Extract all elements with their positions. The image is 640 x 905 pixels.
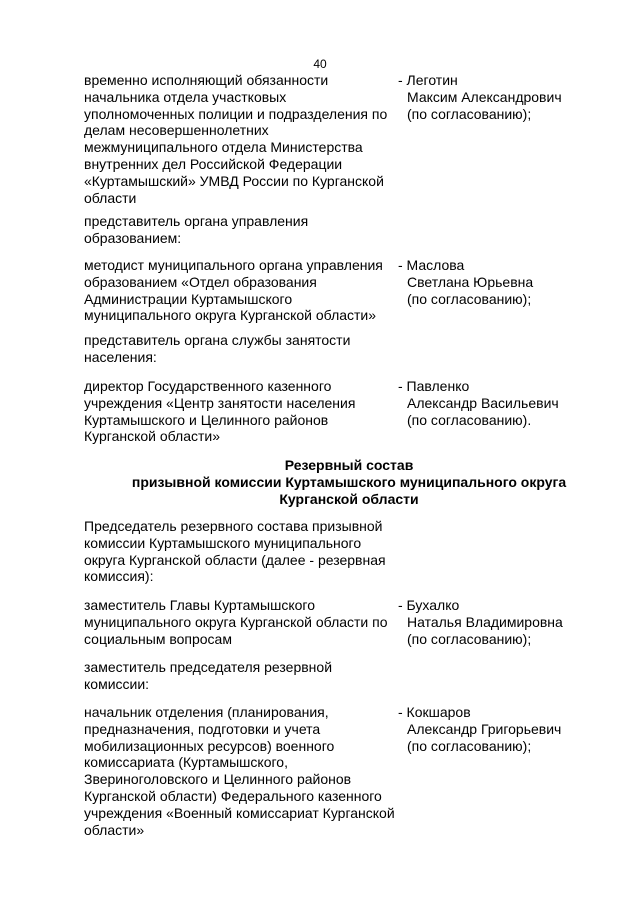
- text-line: комиссариата (Куртамышского,: [84, 754, 288, 771]
- text-line: муниципального округа Курганской области по: [84, 613, 388, 630]
- text-line: комиссия):: [84, 568, 154, 585]
- reserve-description-2: [84, 597, 396, 647]
- text-line: образованием «Отдел образования: [84, 273, 317, 290]
- text-line: комиссии Куртамышского муниципального: [84, 534, 362, 551]
- text-line: Председатель резервного состава призывной: [84, 518, 383, 534]
- text-line: муниципального округа Курганской области»: [84, 307, 377, 324]
- heading-line: Резервный состав: [284, 457, 414, 473]
- text-line: делам несовершеннолетних: [84, 122, 269, 139]
- text-line: заместитель председателя резервной: [84, 659, 333, 675]
- text-line: внутренних дел Российской Федерации: [84, 155, 343, 172]
- page-number: 40: [313, 57, 327, 71]
- text-line: (по согласованию);: [407, 737, 532, 754]
- text-line: начальник отделения (планирования,: [84, 704, 329, 720]
- text-line: методист муниципального органа управления: [84, 257, 383, 273]
- position-description-1: [84, 72, 396, 206]
- text-line: - Павленко: [398, 378, 470, 394]
- text-line: - Леготин: [398, 72, 458, 88]
- position-description-4: [84, 332, 396, 366]
- text-line: образованием:: [84, 229, 182, 246]
- text-line: населения:: [84, 348, 157, 365]
- member-name-3: [398, 257, 598, 307]
- text-line: уполномоченных полиции и подразделения по: [84, 105, 388, 122]
- text-line: - Маслова: [398, 257, 465, 273]
- position-description-3: [84, 257, 396, 324]
- text-line: - Кокшаров: [398, 704, 471, 720]
- text-line: Администрации Куртамышского: [84, 290, 293, 307]
- reserve-member-4: [398, 704, 598, 754]
- text-line: - Бухалко: [398, 597, 460, 613]
- text-line: Александр Васильевич: [407, 394, 559, 411]
- position-description-2: [84, 213, 396, 247]
- position-description-5: [84, 378, 396, 445]
- text-line: представитель органа службы занятости: [84, 332, 351, 348]
- text-line: Наталья Владимировна: [407, 613, 563, 630]
- text-line: Александр Григорьевич: [407, 720, 562, 737]
- text-line: области»: [84, 821, 145, 838]
- text-line: директор Государственного казенного: [84, 378, 332, 394]
- member-name-1: [398, 72, 598, 122]
- reserve-member-2: [398, 597, 598, 647]
- text-line: начальника отдела участковых: [84, 88, 287, 105]
- text-line: Звериноголовского и Целинного районов: [84, 771, 352, 788]
- text-line: межмуниципального отдела Министерства: [84, 139, 363, 156]
- text-line: округа Курганской области (далее - резервная: [84, 551, 386, 568]
- text-line: мобилизационных ресурсов) военного: [84, 737, 335, 754]
- heading-line: призывной комиссии Куртамышского муниципального округа: [131, 474, 567, 490]
- heading-line: Курганской области: [279, 491, 419, 507]
- text-line: Куртамышского и Целинного районов: [84, 411, 329, 428]
- text-line: представитель органа управления: [84, 213, 309, 229]
- section-heading: [84, 457, 614, 508]
- text-line: временно исполняющий обязанности: [84, 72, 329, 88]
- text-line: Светлана Юрьевна: [407, 273, 534, 290]
- text-line: социальным вопросам: [84, 630, 232, 647]
- text-line: «Куртамышский» УМВД России по Курганской: [84, 172, 384, 189]
- text-line: (по согласованию);: [407, 630, 532, 647]
- text-line: учреждения «Центр занятости населения: [84, 394, 356, 411]
- text-line: Курганской области) Федерального казенного: [84, 787, 382, 804]
- text-line: заместитель Главы Куртамышского: [84, 597, 316, 613]
- member-name-5: [398, 378, 598, 428]
- text-line: (по согласованию).: [407, 411, 532, 428]
- reserve-description-4: [84, 704, 396, 838]
- text-line: учреждения «Военный комиссариат Курганской: [84, 804, 395, 821]
- text-line: (по согласованию);: [407, 290, 532, 307]
- text-line: Максим Александрович: [407, 88, 562, 105]
- text-line: области: [84, 189, 137, 206]
- text-line: (по согласованию);: [407, 105, 532, 122]
- text-line: комиссии:: [84, 675, 150, 692]
- text-line: предназначения, подготовки и учета: [84, 720, 321, 737]
- text-line: Курганской области»: [84, 428, 221, 445]
- reserve-description-3: [84, 659, 396, 693]
- reserve-description-1: [84, 518, 396, 585]
